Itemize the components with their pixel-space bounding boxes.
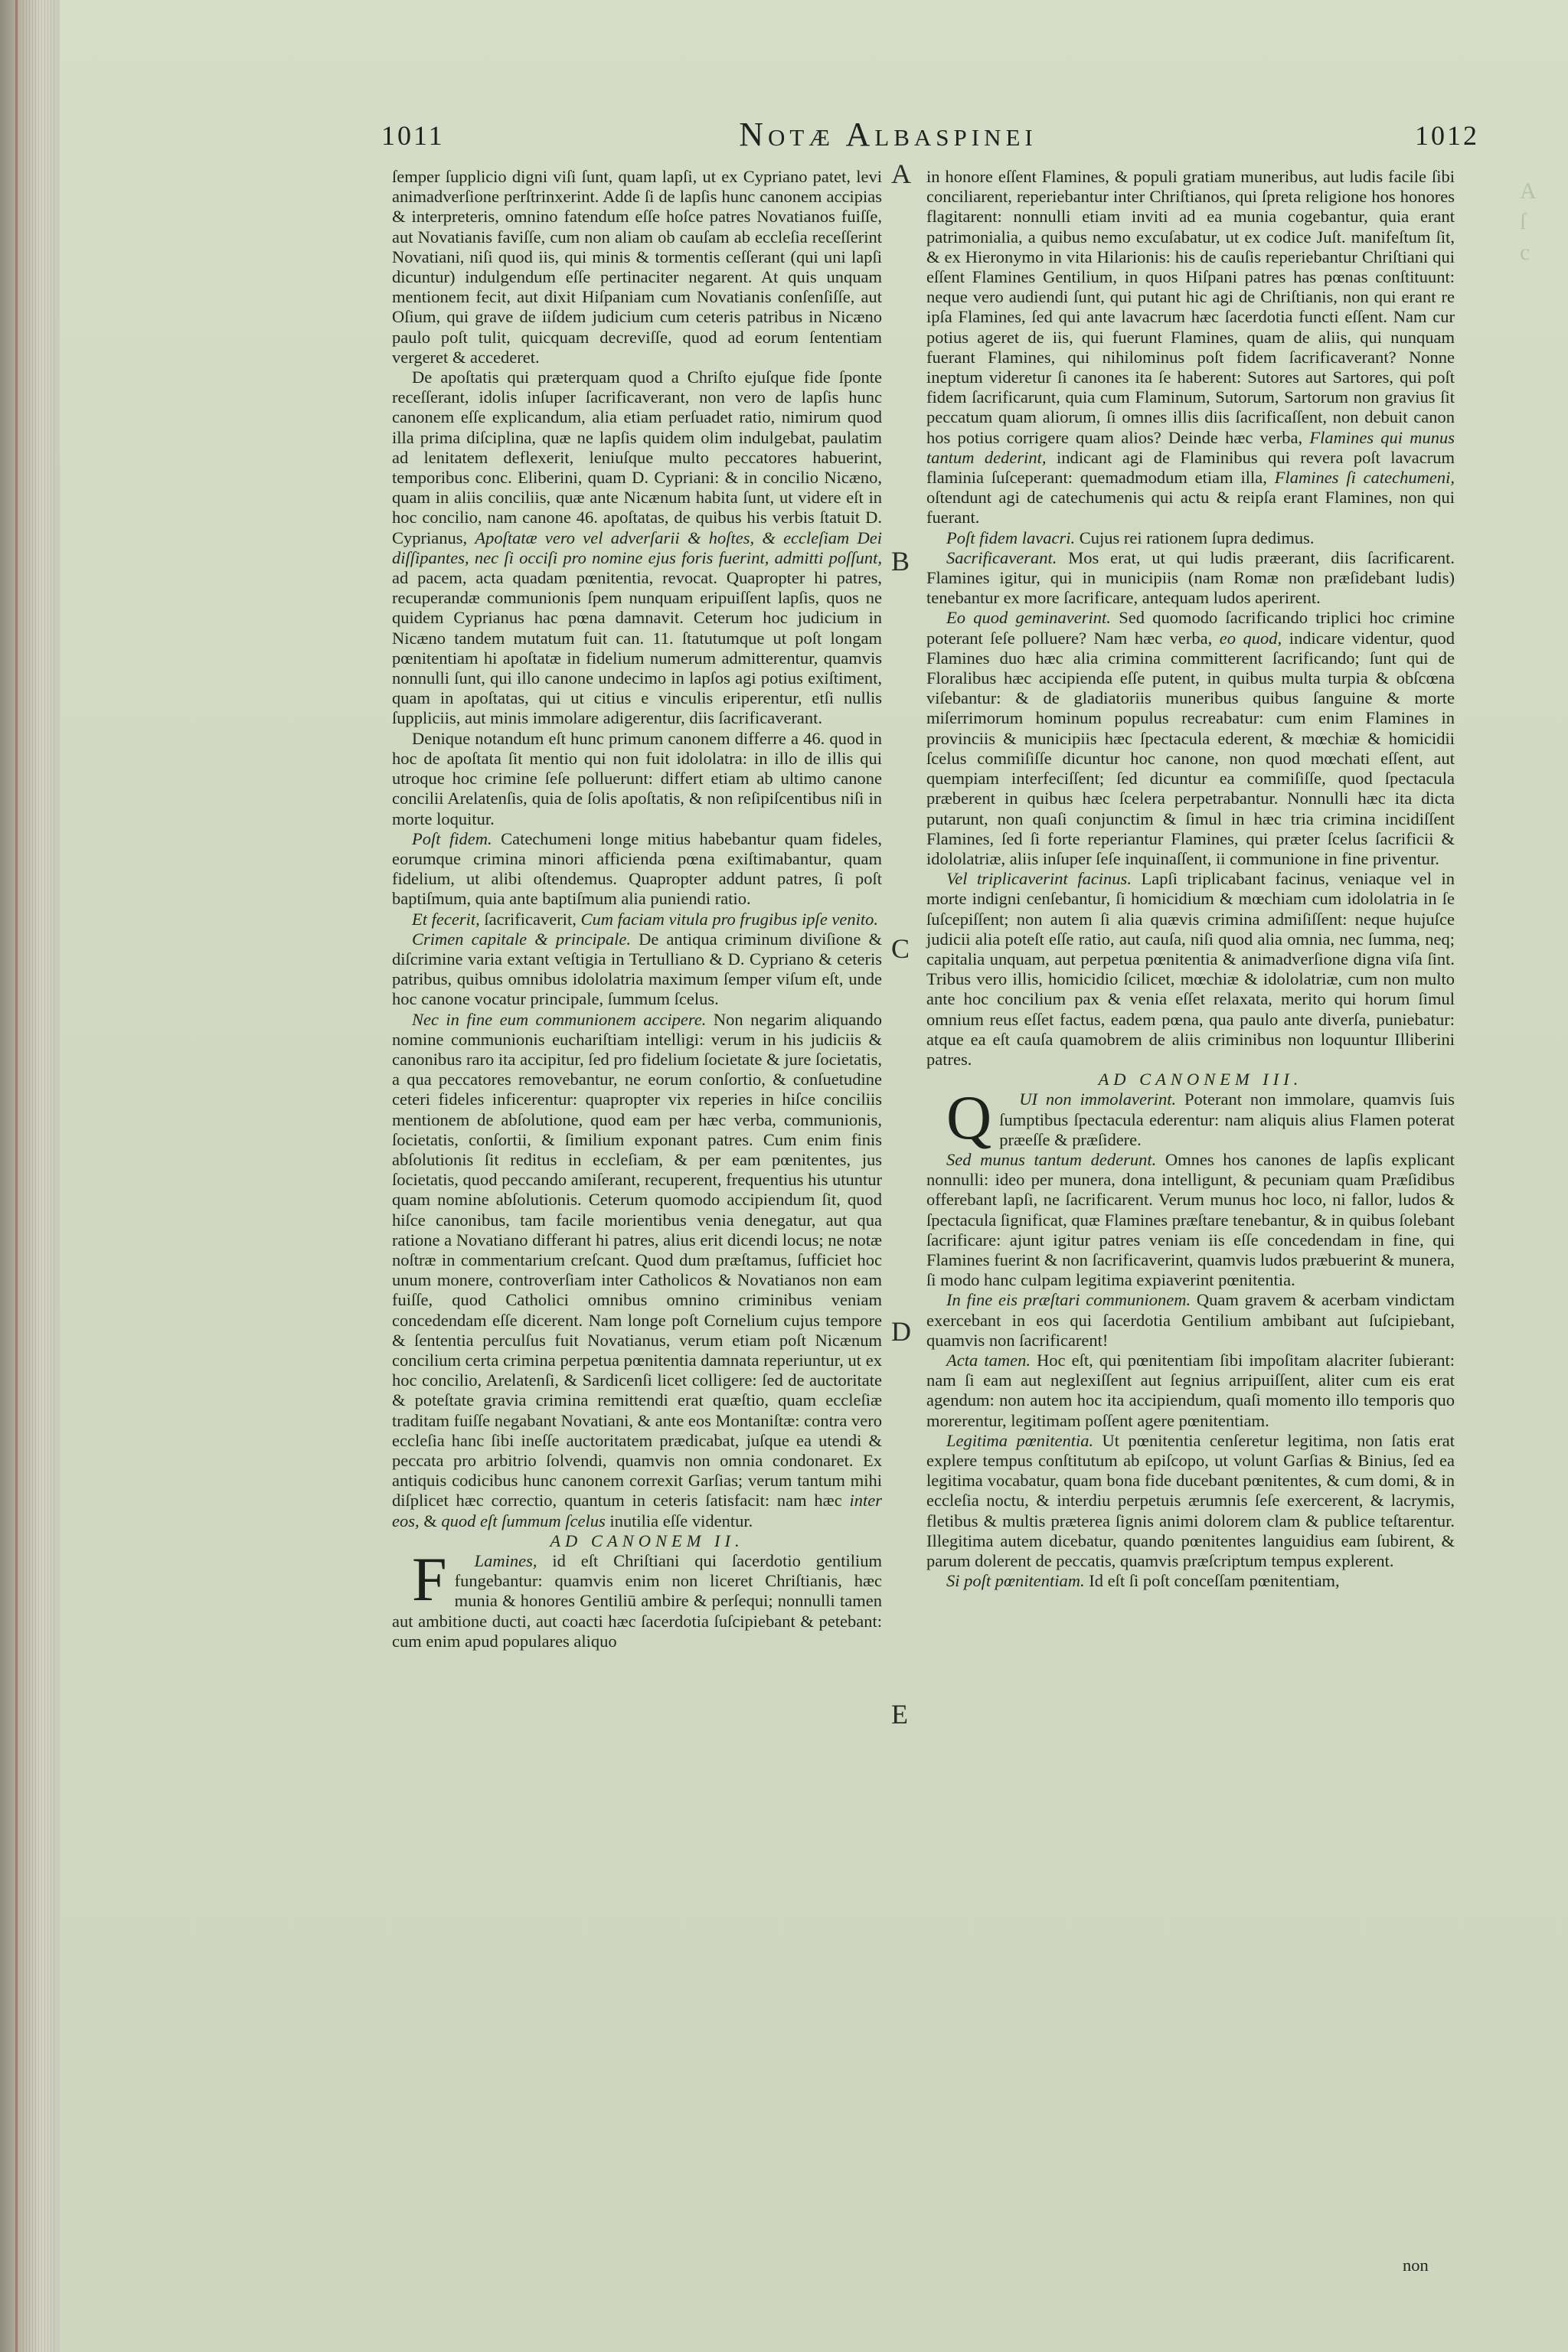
lemma: Poſt fidem lavacri.: [946, 528, 1076, 547]
paragraph: [926, 1290, 1455, 1351]
lemma: Crimen capitale & principale.: [412, 929, 631, 949]
paragraph-text: ſemper ſupplicio digni viſi ſunt, quam lapſi, ut ex Cypriano patet, levi animadverſione perſtrinxerint. Adde ſi de lapſis hunc canonem accipias & interpreteris, omnino fatendum eſſe hoſce patres Novatianos fuiſſe, aut Novatianis faviſſe, cum non aliam ob cauſam ab eccleſia receſſerint Novatiani, niſi quod iis, qui minis & tormentis ceſſerant (qui uni lapſi dicuntur) indulgendum eſſe pertinaciter negarent. At quis unquam mentionem fecit, aut dixit Hiſpaniam cum Novatianis conſenſiſſe, aut Oſium, qui grave de iiſdem judicium cum ceteris patribus in Nicæno paulo poſt tulit, quicquam decreviſſe, quod ad eorum ſententiam vergeret & accederet.: [392, 167, 882, 367]
virgil-quote: Cum faciam vitula pro frugibus ipſe venito.: [580, 909, 879, 929]
page-edge-red-rule: [15, 0, 18, 2352]
section-heading-canon-iii: AD CANONEM III.: [1098, 1070, 1303, 1089]
lemma: Eo quod geminaverint.: [946, 608, 1111, 628]
paragraph-text: Catechumeni longe mitius habebantur quam fideles, eorumque crimina minori afficienda pœna exiſtimabantur, quam fidelium, ut alibi oſtendemus. Quapropter addunt patres, ſi poſt baptiſmum, quia ante baptiſmum alia puniendi ratio.: [392, 828, 882, 909]
paragraph-text: in honore eſſent Flamines, & populi gratiam muneribus, aut ludis facile ſibi conciliarent, reperiebantur inter Chriſtianos, qui ſpreta religione hos honores flagitarent: nonnulli etiam inviti ad ea munia cogebantur, quia erant patrimonialia, a quibus nemo excuſabatur, ut ex codice Juſt. manifeſtum ſit, & ex Hieronymo in vita Hilarionis: his de cauſis reperiebantur Chriſtiani qui eſſent Flamines Gentilium, in quos Hiſpani patres has pœnas conſtituunt: neque vero audiendi ſunt, qui putant hic agi de Chriſtianis, non qui erant re ipſa Flamines, ſed qui ante lavacrum hæc ſacerdotia functi eſſent. Nam cur potius ageret de iis, qui fuerunt Flamines, quam de aliis, qui nunquam fuerant Flamines, qui nihilominus poſt fidem ſacrificaverant? Nonne ineptum videretur ſi canones ita ſe haberent: Sutores aut Sartores, qui poſt fidem ſacrificarunt, quia cum Flaminum, Sutorum, Sartorum non gravius ſit peccatum quam aliorum, ſi omnes illis diis ſacrificaſſent, non debuit canon hos potius corrigere quam alios? Deinde hæc verba,: [926, 167, 1455, 447]
paragraph: [392, 929, 882, 1010]
paragraph-text: ad pacem, acta quadam pœnitentia, revocat. Quapropter hi patres, recuperandæ communionis ſpem nunquam eripuiſſent lapſis, quos ne quidem Cyprianus hac pœna damnavit. Ceterum hoc judicium in Nicæno tandem mutatum fuit can. 11. ſtatutumque ut poſt longam pœnitentiam hi apoſtatæ in fidelium numerum admitterentur, quamvis nonnulli ſunt, qui illo canone undecimo in lapſos agi potius exiſtiment, quam in apoſtatas, qui ut citius e vinculis eriperentur, etſi nullis ſuppliciis, aut minis immolare adigerentur, diis ſacrificaverant.: [392, 568, 882, 728]
quoted-phrase: eo quod,: [1219, 628, 1282, 648]
paragraph: [926, 869, 1455, 1070]
section-heading-canon-ii: AD CANONEM II.: [550, 1530, 744, 1550]
lemma: Lamines,: [474, 1551, 537, 1571]
margin-letter-c: C: [891, 933, 910, 964]
drop-cap: Q: [946, 1083, 992, 1153]
paragraph: [392, 829, 882, 910]
lemma: UI non immolaverint.: [1019, 1089, 1177, 1109]
paragraph-text: Denique notandum eſt hunc primum canonem differre a 46. quod in hoc de apoſtata ſit mentio qui non fuit idololatra: in illo de illis qui utroque hoc crimine ſeſe polluerunt: differt etiam ab ultimo canone concilii Arelatenſis, quia de ſolis apoſtatis, & non reſipiſcentibus niſi in morte loquitur.: [392, 728, 882, 828]
lemma: Vel triplicaverint facinus.: [946, 869, 1132, 889]
lemma: Et fecerit,: [412, 909, 480, 929]
paragraph-text: Sed quomodo ſacrificando triplici hoc crimine poterant ſeſe polluere? Nam hæc verba,: [926, 608, 1455, 648]
paragraph-text: ſacrificaverit,: [484, 909, 577, 929]
paragraph-text: indicant agi de Flaminibus qui revera poſt lavacrum flaminia ſuſceperant: quemadmodum etiam illa,: [926, 447, 1455, 488]
lemma: In fine eis præſtari communionem.: [946, 1290, 1191, 1310]
paragraph: [926, 1083, 1455, 1153]
lemma: Nec in fine eum communionem accipere.: [412, 1009, 707, 1029]
lemma: Sed munus tantum dederunt.: [946, 1149, 1157, 1169]
paragraph: [926, 608, 1455, 869]
lemma: Poſt fidem.: [412, 828, 492, 848]
cyprian-quote: Apoſtatæ vero vel adverſarii & hoſtes, & eccleſiam Dei diſſipantes, nec ſi occiſi pro nomine ejus foris fuerint, admitti poſſunt,: [392, 528, 883, 567]
paragraph: [392, 167, 882, 368]
quoted-phrase: inter eos,: [392, 1491, 882, 1530]
page-number-right: 1012: [1415, 120, 1479, 151]
paragraph: [926, 1571, 1455, 1591]
quoted-phrase: Flamines ſi catechumeni,: [1274, 468, 1455, 488]
left-column: [392, 167, 882, 1651]
running-title: Notæ Albaspinei: [739, 116, 1037, 153]
paragraph-text: Non negarim aliquando nomine communionis euchariſtiam intelligi: verum in his judiciis & canonibus raro ita accipitur, ſed pro fidelium ſocietate & jure ſocietatis, a qua peccatores removebantur, ne eorum conſortio, & conſuetudine ceteri fideles inficerentur: quapropter vix reperies in hiſce conciliis mentionem de abſolutione, quod eam per hæc verba, communionis, ſocietatis, conſortii, & ſimilium exponant patres. Cum enim finis abſolutionis ſit reditus in eccleſiam, & per eam pœnitentes, jus ſocietatis, quod peccando amiſerant, recuperent, frequentius his utuntur quam nomine abſolutionis. Ceterum quomodo accipiendum ſit, quod hiſce canonibus, tam facile morientibus venia denegatur, aut qua ratione a Novatiano differant hi patres, alius erit dicendi locus; ne notæ noſtræ in commentarium creſcant. Quod dum præſtamus, ſufficiet hoc unum monere, controverſiam inter Catholicos & Novatianos non eam fuiſſe, quod Catholici omnibus omnino criminibus veniam concedendam eſſe dicerent. Nam longe poſt Cornelium cujus tempore & ſententia perculſus fuit Novatianus, verum etiam poſt Nicænum concilium certa crimina perpetua pœnitentia damnata reperiuntur, ut ex hoc concilio, Arelatenſi, & Sardicenſi licet colligere: ſed de auctoritate & poteſtate gravia crimina remittendi erat quæſtio, quam eccleſiæ traditam fuiſſe negabant Novatiani, & ante eos Montaniſtæ: contra vero eccleſia hanc ſibi ineſſe auctoritatem prædicabat, juſque ea utendi & peccata pro arbitrio ſolvendi, quamvis non omnia condonaret. Ex antiquis codicibus hunc canonem correxit Garſias; verum tantum mihi diſplicet hæc correctio, quantum in ceteris ſatisfacit: nam hæc: [392, 1009, 882, 1511]
paragraph: [392, 910, 882, 929]
quoted-phrase: quod eſt ſummum ſcelus: [441, 1511, 606, 1530]
catchword: non: [1403, 2256, 1429, 2275]
paragraph: [392, 1010, 882, 1531]
lemma: Sacrificaverant.: [946, 547, 1057, 567]
running-header: [322, 115, 1479, 158]
paragraph: [392, 729, 882, 829]
right-column: [926, 167, 1455, 1591]
paragraph: [392, 1544, 883, 1651]
paragraph: [926, 548, 1455, 609]
book-page-edge: [0, 0, 60, 2352]
paragraph-text: Hoc eſt, qui pœnitentiam ſibi impoſitam alacriter ſubierant: nam ſi eam aut neglexiſſent aut ſegnius arripuiſſent, aliter cum eis erat agendum: non autem hoc ita accipiendum, quaſi momento illo temporis quo morerentur, legitimam poſſent agere pœnitentiam.: [926, 1350, 1455, 1430]
lemma: Si poſt pœnitentiam.: [946, 1571, 1085, 1591]
paragraph: [926, 528, 1455, 548]
paragraph-text: Lapſi triplicabant facinus, veniaque vel in morte indigni cenſebantur, ſi homicidium & mœchiam cum idololatria in ſe ſuſcepiſſent; non autem ſi alia quævis crimina admiſiſſent: neque hujuſce judicii alia poteſt eſſe ratio, aut cauſa, niſi quod alia omnia, nec ſumma, neq; capitalia unquam, aut perpetua pœnitentia & animadverſione digna viſa ſint. Tribus vero illis, homicidio ſcilicet, mœchiæ & idololatriæ, cum non multo ante hoc concilium pax & venia eſſet relaxata, merito qui horum ſimul omnium reus eſſet factus, eadem pœna, qua paulo ante diverſa, puniebatur: atque ea eſt cauſa quamobrem de aliis criminibus non loquuntur Illiberini patres.: [926, 869, 1455, 1069]
margin-letter-b: B: [891, 546, 910, 577]
margin-letter-a: A: [891, 158, 911, 189]
paragraph-text: indicare videntur, quod Flamines duo hæc alia crimina committerent ſacrificando; ſunt qui de Floralibus hæc accipienda eſſe putent, in quibus multa turpia & obſcœna viſebantur: & de gladiatoriis muneribus quibus ſanguine & morte miſerrimorum hominum populus recreabatur: cum enim Flamines in provinciis & municipiis hæc ſpectacula ederent, & mœchiæ & homicidii ſcelus commiſiſſe dicuntur hoc canone, non quod mœchati eſſent, aut quempiam interfeciſſent; ſed dicuntur ea commiſiſſe, quod ſpectacula præberent in quibus hæc ſcelera perpetrabantur. Nonnulli hæc ita dicta putarunt, non quaſi conjunctim & ſimul in hæc tria crimina incidiſſent Flamines, ſed ſi forte reperiantur Flamines, qui præter ſcelus ſacrificii & idololatriæ, aliis inſuper ſeſe inquinaſſent, ii communione in fine priventur.: [926, 628, 1455, 868]
page-edge-leaves: [23, 0, 57, 2352]
lemma: Acta tamen.: [946, 1350, 1031, 1370]
paragraph-text: &: [423, 1511, 437, 1530]
paragraph-text: Id eſt ſi poſt conceſſam pœnitentiam,: [1089, 1571, 1340, 1591]
paragraph: [392, 368, 882, 729]
page-number-left: 1011: [381, 120, 445, 151]
paragraph-text: Cujus rei rationem ſupra dedimus.: [1079, 528, 1315, 547]
paragraph: [926, 1351, 1455, 1431]
margin-letter-e: E: [891, 1699, 908, 1730]
paragraph-text: Mos erat, ut qui ludis præerant, diis ſacrificarent. Flamines igitur, qui in municipiis (nam Romæ non præſidebant ludis) tenebantur ex more ſacrificare, antequam ludos aperirent.: [926, 547, 1455, 608]
paragraph: [926, 1150, 1455, 1290]
paragraph-text: Poterant non immolare, quamvis ſuis ſumptibus ſpectacula ederentur: nam aliquis alius Flamen poterat præeſſe & præſidere.: [999, 1089, 1455, 1149]
paragraph-text: oſtendunt agi de catechumenis qui actu & reipſa erant Flamines, non qui fuerant.: [926, 488, 1455, 528]
paragraph: [926, 1431, 1455, 1571]
lemma: Legitima pœnitentia.: [946, 1430, 1094, 1450]
paragraph-text: Quam gravem & acerbam vindictam exercebant in eos qui ſacerdotia Gentilium ambibant aut ſuſcipiebant, quamvis non ſacrificarent!: [926, 1290, 1455, 1350]
margin-letter-d: D: [891, 1316, 911, 1347]
paragraph-text: De antiqua criminum diviſione & diſcrimine varia extant veſtigia in Tertulliano & D. Cypriano & ceteris patribus, quibus omnibus idololatria maximum ſemper viſum eſt, unde hoc canone vocatur principale, ſummum ſcelus.: [392, 929, 882, 1009]
paragraph-text: id eſt Chriſtiani qui ſacerdotio gentilium fungebantur: quamvis enim non liceret Chriſtianis, hæc munia & honores Gentiliū ambire & perſequi; nonnulli tamen aut ambitione ducti, aut coacti hæc ſacerdotia ſuſcipiebant & petebant: cum enim apud populares aliquo: [392, 1551, 883, 1651]
bleed-through-marks: A ſ c: [1520, 178, 1537, 265]
paragraph-text: inutilia eſſe videntur.: [609, 1511, 753, 1530]
paragraph-text: De apoſtatis qui præterquam quod a Chriſto ejuſque fide ſponte receſſerant, idolis inſuper ſacrificaverant, non vero de lapſis hunc canonem eſſe explicandum, alia etiam perſuadet ratio, nimirum quod illa prima diſciplina, quæ ne lapſis quidem olim indulgebat, paulatim ad lenitatem deflexerit, leniuſque multo peccatores habuerint, temporibus conc. Eliberini, quam D. Cypriani: & in concilio Nicæno, quam in aliis conciliis, quæ ante Nicænum habita ſunt, ut videre eſt in hoc concilio, nam canone 46. apoſtatas, de quibus his verbis ſtatuit D. Cyprianus,: [392, 368, 882, 547]
quoted-phrase: Flamines qui munus tantum dederint,: [926, 427, 1455, 467]
paragraph-text: Omnes hos canones de lapſis explicant nonnulli: ideo per munera, dona intelligunt, & pecuniam quam Præſidibus offerebant lapſi, ne ſacrificarent. Verum munus hoc loco, ni fallor, ludos & ſpectacula ſignificat, quæ Flamines præſtare tenebantur, & in quibus ſolebant ſacrificare: ajunt igitur patres veniam iis eſſe concedendam in fine, qui Flamines fuerint & non ſacrificaverint, quamvis ludos præbuerint & munera, ſi modo hanc culpam legitima expiaverint pœnitentia.: [926, 1149, 1455, 1290]
paragraph-text: Ut pœnitentia cenſeretur legitima, non ſatis erat explere tempus conſtitutum ab epiſcopo, ut volunt Garſias & Binius, ſed ea legitima vocabatur, quam bona fide ducebant pœnitentes, & cum domi, & in eccleſia noctu, & interdiu perpetuis ærumnis ſeſe exercerent, & lacrymis, fletibus & multis præterea ſignis animi dolorem clam & publice teſtarentur. Illegitima autem dicebatur, quando pœnitentes languidius eam ſubirent, & parum dolerent de peccatis, quamvis præſcriptum tempus explerent.: [926, 1430, 1455, 1571]
drop-cap: F: [412, 1544, 447, 1615]
paragraph: [926, 167, 1455, 528]
